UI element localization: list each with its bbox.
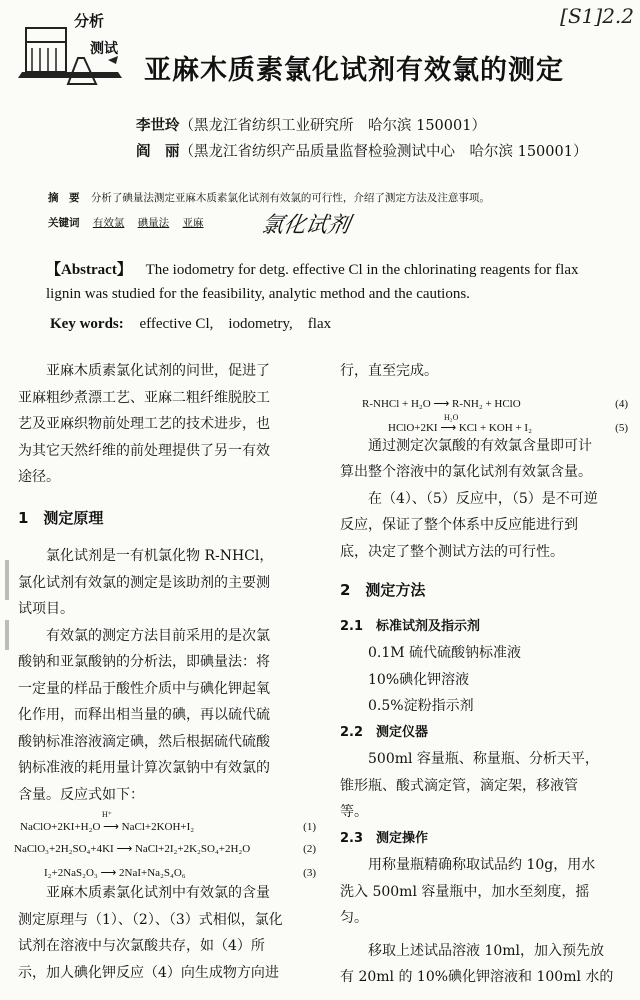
keyword-cn-1: 有效氯 xyxy=(92,217,125,229)
p2-line: 钠标准液的耗用量计算次氯钠中有效氯的 xyxy=(18,760,270,776)
intro-line: 亚麻木质素氯化试剂的问世，促进了 xyxy=(46,363,270,379)
right-p0: 行，直至完成。 xyxy=(340,363,438,379)
section-2-2-heading: 2.2 测定仪器 xyxy=(340,724,429,740)
p1-line: 氯化试剂有效氯的测定是该助剂的主要测 xyxy=(18,574,270,591)
equation-1-body: NaClO+2KI+H₂O ⟶ NaCl+2KOH+I₂ xyxy=(20,821,195,833)
equation-5-number: (5) xyxy=(615,421,628,434)
equation-3 xyxy=(18,856,320,880)
abstract-cn xyxy=(48,190,490,205)
keywords-en-label: Key words: xyxy=(50,316,124,332)
equation-4-body: R-NHCl + H₂O ⟶ R-NH₂ + HClO xyxy=(362,397,521,410)
r-p5-line: 移取上述试品溶液 10ml，加入预先放 xyxy=(368,942,605,959)
p1-line: 氯化试剂是一有机氯化物 R-NHCl， xyxy=(46,548,274,564)
equation-2 xyxy=(14,832,320,856)
p2-line: 酸钠和亚氯酸钠的分析法，即碘量法：将 xyxy=(18,654,270,670)
section-2-heading: 2 测定方法 xyxy=(340,581,426,599)
keywords-en xyxy=(50,312,331,336)
equation-1 xyxy=(18,808,320,832)
scan-margin-mark xyxy=(5,560,9,600)
author-1-name: 李世玲 xyxy=(136,118,180,134)
abstract-en-line-2: lignin was studied for the feasibility, analytic method and the cautions. xyxy=(46,286,470,302)
handwritten-keyword: 氯化试剂 xyxy=(259,213,352,238)
r-p3-line: 锥形瓶、酸式滴定管，滴定架，移液管 xyxy=(340,777,578,794)
keywords-en-items: effective Cl, iodometry, flax xyxy=(139,316,332,332)
r-p2-line: 底，决定了整个测试方法的可行性。 xyxy=(340,543,564,560)
r-p4-line: 用称量瓶精确称取试品约 10g，用水 xyxy=(368,857,596,873)
equation-5-body: HClO+2KI ⟶ KCl + KOH + I₂ xyxy=(388,421,532,434)
p2-line: 一定量的样品于酸性介质中与碘化钾起氧 xyxy=(18,680,270,697)
abstract-en xyxy=(46,258,626,306)
author-2-name: 阎 丽 xyxy=(136,144,180,160)
scan-margin-mark xyxy=(5,620,9,650)
r-p3-line: 500ml 容量瓶、称量瓶、分析天平， xyxy=(368,751,599,767)
p2-line: 酸钠标准溶液滴定碘，然后根据硫代硫酸 xyxy=(18,733,270,750)
equation-5-condition: H₂O xyxy=(444,412,459,422)
right-column xyxy=(340,358,630,991)
equation-3-body: I₂+2NaS₂O₃ ⟶ 2NaI+Na₂S₄O₆ xyxy=(44,867,186,879)
reagent-item: 0.5%淀粉指示剂 xyxy=(368,698,474,714)
section-2-3-heading: 2.3 测定操作 xyxy=(340,830,429,846)
p2-line: 化作用，而释出相当量的碘，再以硫代硫 xyxy=(18,707,270,723)
logo-text-2: 测试 xyxy=(90,41,118,57)
equation-2-number: (2) xyxy=(303,843,316,855)
author-2-affiliation: （黑龙江省纺织产品质量监督检验测试中心 哈尔滨 150001） xyxy=(179,144,588,160)
keywords-cn xyxy=(48,215,204,230)
page-stamp: [S1]2.2 xyxy=(560,4,634,28)
p3-line: 测定原理与（1）、（2）、（3）式相似，氯化 xyxy=(18,911,283,928)
r-p4-line: 洗入 500ml 容量瓶中，加水至刻度，摇 xyxy=(340,883,590,900)
reagent-item: 10%碘化钾溶液 xyxy=(368,671,470,688)
author-2 xyxy=(136,140,587,161)
equation-5 xyxy=(340,409,630,433)
keywords-cn-label: 关键词 xyxy=(48,217,80,229)
left-column xyxy=(14,358,320,986)
r-p4-line: 匀。 xyxy=(340,910,368,926)
p3-line: 试剂在溶液中与次氯酸共存，如（4）所 xyxy=(18,938,265,954)
abstract-en-label: 【Abstract】 xyxy=(46,262,132,278)
r-p3-line: 等。 xyxy=(340,804,368,820)
section-2-1-heading: 2.1 标准试剂及指示剂 xyxy=(340,618,481,634)
abstract-cn-label: 摘 要 xyxy=(48,192,80,204)
equation-1-number: (1) xyxy=(303,821,316,833)
abstract-cn-text: 分析了碘量法测定亚麻木质素氯化试剂有效氯的可行性，介绍了测定方法及注意事项。 xyxy=(90,192,490,204)
author-1-affiliation: （黑龙江省纺织工业研究所 哈尔滨 150001） xyxy=(179,118,486,134)
intro-line: 艺及亚麻织物前处理工艺的技术进步，也 xyxy=(18,416,270,432)
p2-line: 含量。反应式如下： xyxy=(18,786,144,803)
p1-line: 试项目。 xyxy=(18,601,74,617)
equation-4 xyxy=(340,385,630,409)
abstract-en-line-1: The iodometry for detg. effective Cl in the chlorinating reagents for flax xyxy=(145,262,579,278)
keyword-cn-3: 亚麻 xyxy=(182,217,204,229)
logo-text-1: 分析 xyxy=(74,12,105,30)
author-1 xyxy=(136,114,486,135)
journal-logo xyxy=(18,8,128,94)
equation-1-condition: H⁺ xyxy=(102,810,112,819)
intro-line: 亚麻粗纱煮漂工艺、亚麻二粗纤维脱胶工 xyxy=(18,389,270,406)
r-p1-line: 通过测定次氯酸的有效氯含量即可计 xyxy=(368,437,592,454)
paper-title: 亚麻木质素氯化试剂有效氯的测定 xyxy=(144,55,564,86)
equation-4-number: (4) xyxy=(615,397,628,410)
equation-3-number: (3) xyxy=(303,867,316,879)
r-p2-line: 在（4）、（5）反应中，（5）是不可逆 xyxy=(368,490,598,507)
p3-line: 示，加人碘化钾反应（4）向生成物方向进 xyxy=(18,964,279,981)
r-p5-line: 有 20ml 的 10%碘化钾溶液和 100ml 水的 xyxy=(340,969,614,985)
equation-2-body: NaClO₃+2H₂SO₄+4KI ⟶ NaCl+2I₂+2K₂SO₄+2H₂O xyxy=(14,843,251,855)
p3-line: 亚麻木质素氯化试剂中有效氯的含量 xyxy=(46,885,270,901)
intro-line: 途径。 xyxy=(18,469,60,485)
p2-line: 有效氯的测定方法目前采用的是次氯 xyxy=(46,627,270,644)
section-1-heading: 1 测定原理 xyxy=(18,508,104,527)
r-p1-line: 算出整个溶液中的氯化试剂有效氯含量。 xyxy=(340,464,592,480)
reagent-item: 0.1M 硫代硫酸钠标准液 xyxy=(368,645,522,661)
keyword-cn-2: 碘量法 xyxy=(137,217,170,229)
r-p2-line: 反应，保证了整个体系中反应能进行到 xyxy=(340,517,578,533)
intro-line: 为其它天然纤维的前处理提供了另一有效 xyxy=(18,442,270,459)
